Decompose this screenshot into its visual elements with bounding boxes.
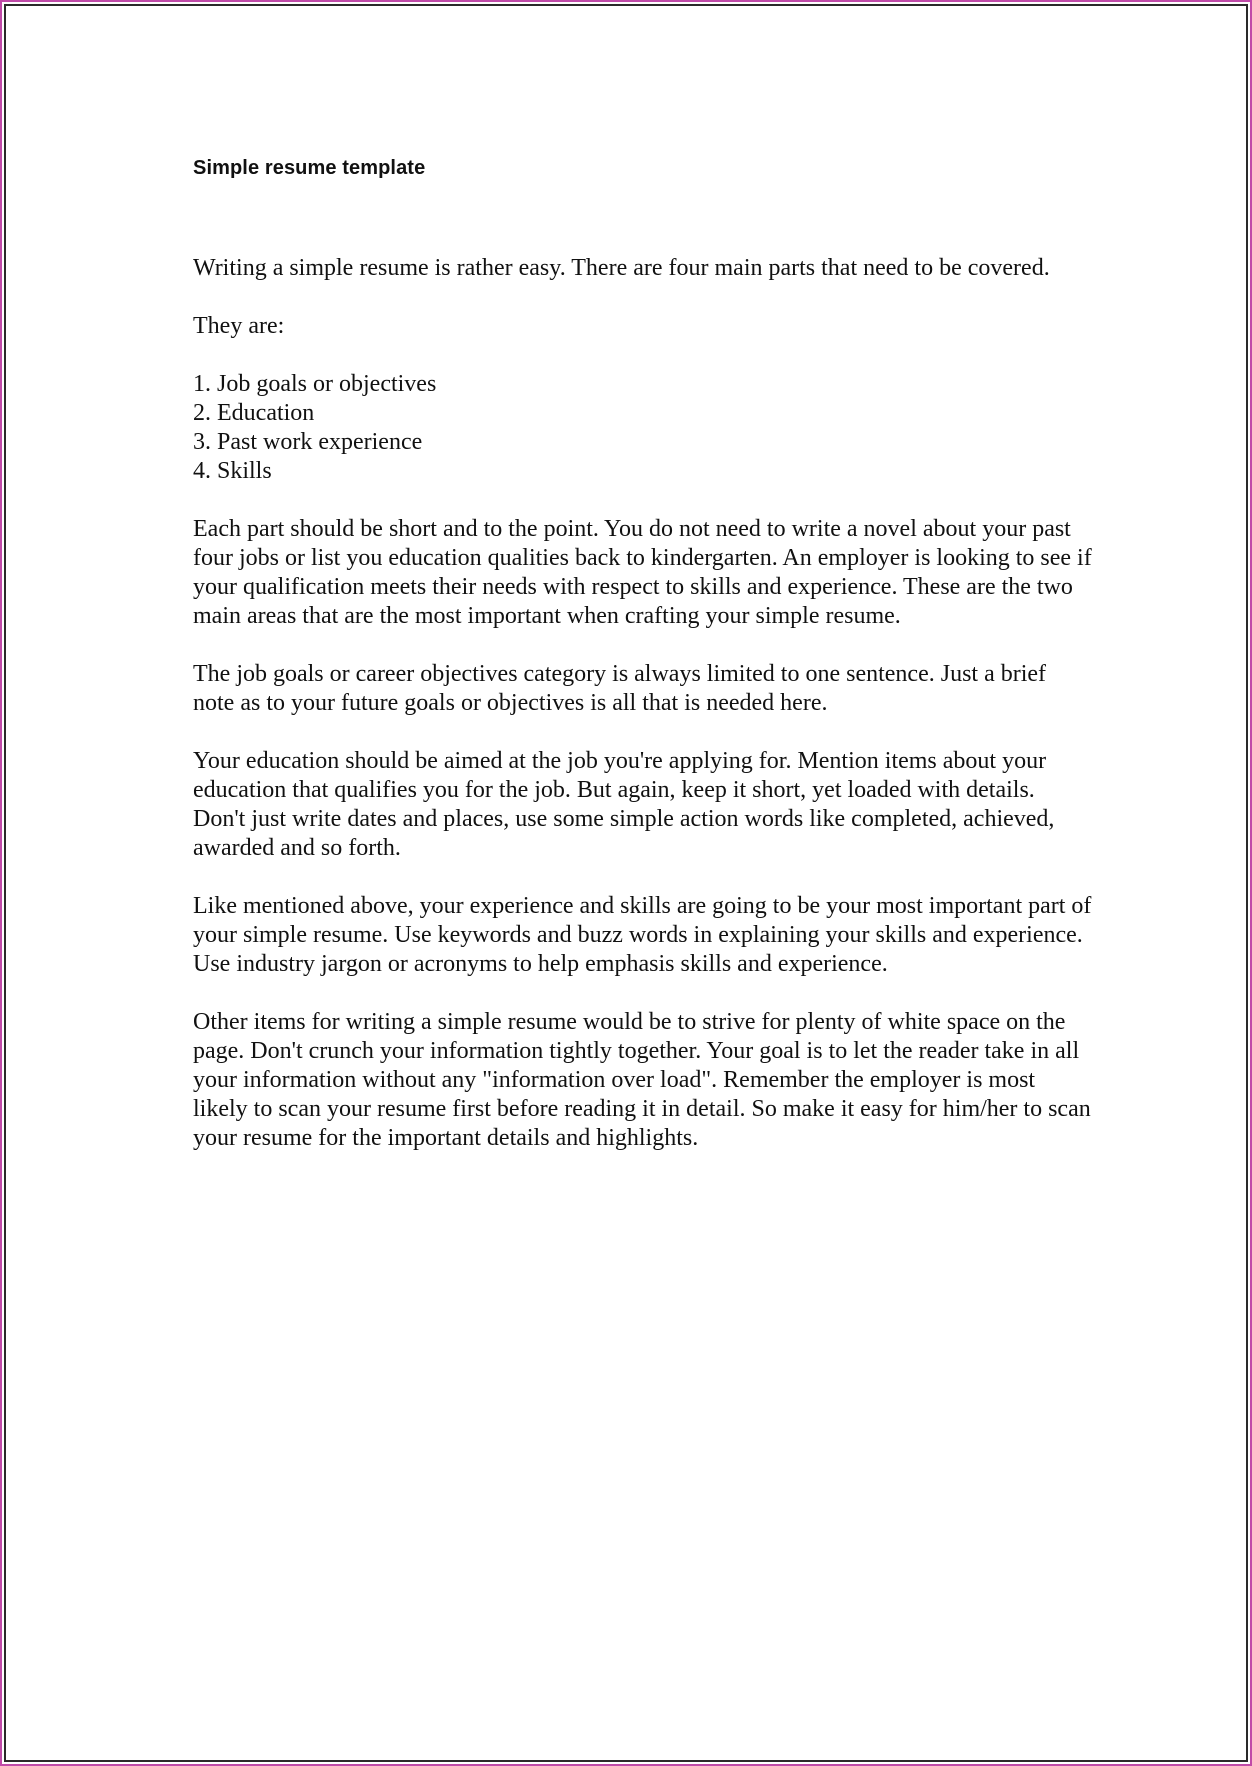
list-item: 4. Skills xyxy=(193,458,272,484)
paragraph-job-goals: The job goals or career objectives category is always limited to one sentence. Just a brief note as to your future goals or objectives is all that is needed here. xyxy=(193,661,1047,716)
resume-parts-list xyxy=(193,370,1093,486)
paragraph-education: Your education should be aimed at the job you're applying for. Mention items about your education that qualifies you for the job. But again, keep it short, yet loaded with details. Don't just write dates and places, use some simple action words like completed, achieved, awarded and so forth. xyxy=(193,748,1055,861)
paragraph-other-items: Other items for writing a simple resume would be to strive for plenty of white space on the page. Don't crunch your information tightly together. Your goal is to let the reader take in all your information without any "information over load". Remember the employer is most likely to scan your resume first before reading it in detail. So make it easy for him/her to scan your resume for the important details and highlights. xyxy=(193,1009,1091,1151)
list-item: 1. Job goals or objectives xyxy=(193,371,437,397)
they-are-line: They are: xyxy=(193,313,285,339)
paragraph-each-part: Each part should be short and to the point. You do not need to write a novel about your past four jobs or list you education qualities back to kindergarten. An employer is looking to see if your qualification meets their needs with respect to skills and experience. These are the two main areas that are the most important when crafting your simple resume. xyxy=(193,516,1092,629)
paragraph-experience-skills: Like mentioned above, your experience and skills are going to be your most important part of your simple resume. Use keywords and buzz words in explaining your skills and experience. Use industry jargon or acronyms to help emphasis skills and experience. xyxy=(193,893,1092,977)
document-title: Simple resume template xyxy=(193,157,426,179)
document-body xyxy=(193,254,1093,1153)
list-item: 2. Education xyxy=(193,400,315,426)
list-item: 3. Past work experience xyxy=(193,429,423,455)
intro-paragraph: Writing a simple resume is rather easy. There are four main parts that need to be covered. xyxy=(193,255,1050,281)
document-page xyxy=(193,150,1093,1182)
